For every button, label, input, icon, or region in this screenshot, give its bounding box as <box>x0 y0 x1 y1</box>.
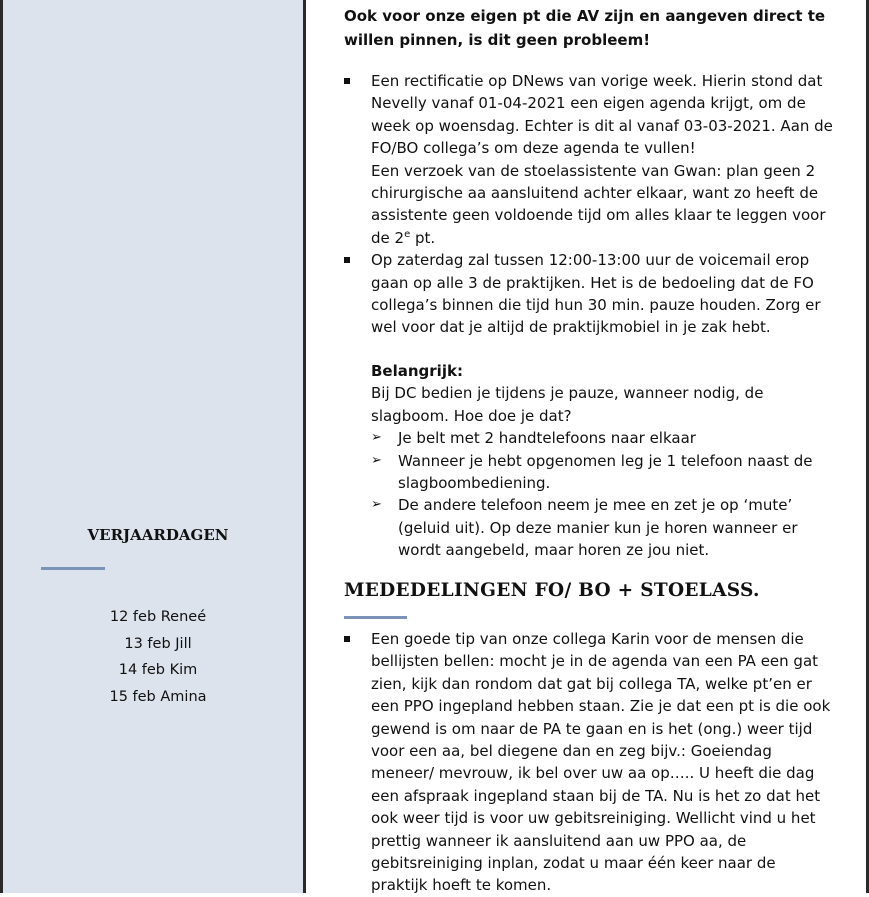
section-heading: MEDEDELINGEN FO/ BO + STOELASS. <box>344 580 760 601</box>
request-text: Een verzoek van de stoelassistente van Gwan: plan geen 2 chirurgische aa aansluitend achter elkaar, want zo heeft de assistente geen voldoende tijd om alles klaar te leggen voor de 2e pt. <box>371 161 826 247</box>
rectification-text: Een rectificatie op DNews van vorige week. Hierin stond dat Nevelly vanaf 01-04-2021 een eigen agenda krijgt, om de week op woensdag. Echter is dit al vanaf 03-03-2021. Aan de FO/BO collega’s om deze agenda te vullen! <box>371 72 833 158</box>
important-label: Belangrijk: <box>371 362 463 380</box>
birthday-item: 12 feb Reneé <box>109 609 207 625</box>
important-text: Bij DC bedien je tijdens je pauze, wanneer nodig, de slagboom. Hoe doe je dat? <box>371 384 764 425</box>
birthday-item: 13 feb Jill <box>124 635 192 652</box>
list-item <box>344 628 834 897</box>
sidebar <box>3 0 306 893</box>
sidebar-divider <box>41 567 105 570</box>
birthday-item: 15 feb Amina <box>109 688 207 705</box>
arrow-bullet-icon: ➢ <box>371 430 382 446</box>
list-item <box>344 249 834 339</box>
step-item: ➢ Wanneer je hebt opgenomen leg je 1 telefoon naast de slagboombediening. <box>371 451 813 493</box>
square-bullet-icon <box>344 636 350 642</box>
step-item: ➢ Je belt met 2 handtelefoons naar elkaar <box>344 427 834 449</box>
voicemail-text: Op zaterdag zal tussen 12:00-13:00 uur de voicemail erop gaan op alle 3 de praktijken. Het is de bedoeling dat de FO collega’s binnen die tijd hun 30 min. pauze houden. Zorg er wel voor dat je altijd de praktijkmobiel in je zak hebt. <box>371 251 821 337</box>
section-divider <box>344 616 407 619</box>
square-bullet-icon <box>344 257 350 263</box>
step-item: ➢ De andere telefoon neem je mee en zet je op ‘mute’ (geluid uit). Op deze manier kun je horen wanneer er wordt aangebeld, maar horen ze jou niet. <box>371 496 798 560</box>
tip-text: Een goede tip van onze collega Karin voor de mensen die bellijsten bellen: mocht je in de agenda van een PA een gat zien, kijk dan rondom dat gat bij collega TA, welke pt’en er een PPO ingepland hebben staan. Zie je dat een pt is die ook gewend is om naar de PA te gaan en is het (ong.) weer tijd voor een aa, bel diegene dan en zeg bijv.: Goeiendag meneer/ mevrouw, ik bel over uw aa op….. U heeft die dag een afspraak ingepland staan bij de TA. Nu is het zo dat het ook weer tijd is voor uw gebitsreiniging. Wellicht vind u het prettig wanneer ik aansluitend aan uw PPO aa, de gebitsreiniging inplan, zodat u maar één keer naar de praktijk hoeft te komen. <box>371 630 831 895</box>
important-intro <box>344 360 834 427</box>
square-bullet-icon <box>344 78 350 84</box>
birthday-item: 14 feb Kim <box>118 662 198 678</box>
arrow-bullet-icon: ➢ <box>371 452 382 468</box>
list-item <box>344 70 834 249</box>
birthdays-title: VERJAARDAGEN <box>87 526 229 544</box>
lead-paragraph: Ook voor onze eigen pt die AV zijn en aangeven direct te willen pinnen, is dit geen probleem! <box>344 7 826 49</box>
notice-list <box>344 70 834 339</box>
birthday-list <box>3 604 313 710</box>
important-block <box>344 360 834 562</box>
tips-list <box>344 628 834 897</box>
arrow-bullet-icon: ➢ <box>371 497 382 513</box>
